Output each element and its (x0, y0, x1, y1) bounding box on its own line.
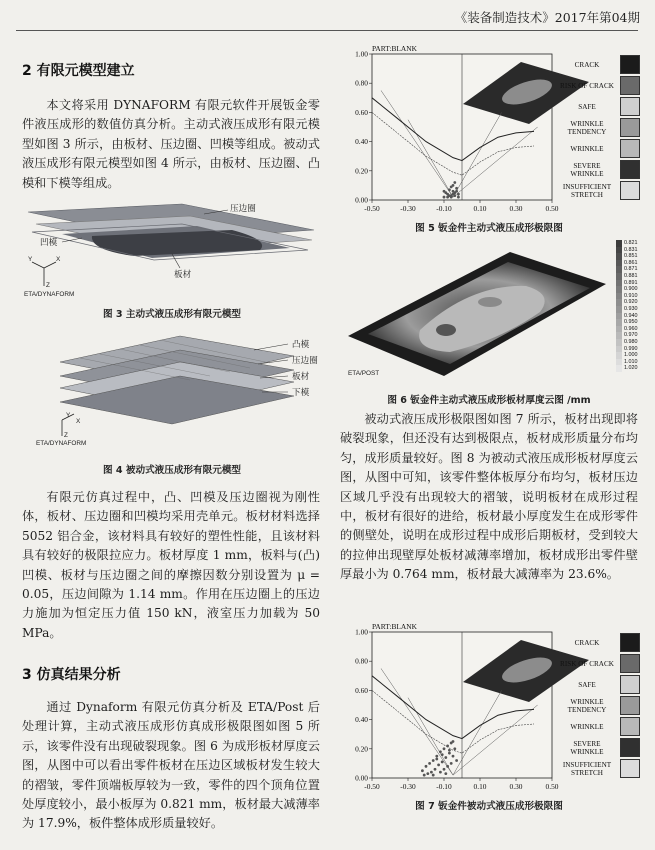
figure-3-caption: 图 3 主动式液压成形有限元模型 (102, 309, 242, 320)
fig7-strain-point (443, 768, 446, 771)
fig3-label-die: 凹模 (40, 237, 58, 247)
fig7-strain-point (444, 772, 447, 775)
fig6-scale-item (616, 293, 642, 300)
fig6-scale-label: 1.010 (624, 358, 638, 365)
fig7-strain-point (452, 755, 455, 758)
fig6-scale-item (616, 352, 642, 359)
figure-4-model-drawing (22, 328, 322, 448)
fig7-x-tick-label: 0.10 (473, 782, 487, 791)
fig5-strain-point (455, 187, 458, 190)
fig5-x-tick-label: 0.30 (509, 204, 523, 213)
fig5-legend-item (558, 54, 640, 75)
fig5-part-label: PART:BLANK (372, 44, 417, 53)
fig6-scale-swatch (616, 273, 622, 280)
fig6-scale-label: 0.861 (624, 259, 638, 266)
fig6-scale-swatch (616, 293, 622, 300)
fig7-legend-item (558, 674, 640, 695)
fig6-scale-swatch (616, 280, 622, 287)
fig7-strain-point (435, 755, 438, 758)
fig6-scale-item (616, 339, 642, 346)
fig6-scale-label: 0.900 (624, 286, 638, 293)
section-2-paragraph-2: 有限元仿真过程中，凸、凹模及压边圈视为刚性体，板材、压边圈和凹模均采用壳单元。板材材料选择 5052 铝合金，该材料具有较好的塑性性能，且该材料具有较好的极限拉应力。板材厚度 1 mm，板料与(凸)凹模、板材与压边圈之间的摩擦因数分别设置为 μ = 0.05，压边间隙为 1.14 mm。作用在压边圈上的压边力施加为恒定压力值 150 kN，液室压力加载为 50 MPa。 (22, 490, 320, 640)
fig5-x-tick-label: -0.30 (400, 204, 416, 213)
figure-4-caption: 图 4 被动式液压成形有限元模型 (102, 465, 242, 476)
fig6-scale-label: 1.020 (624, 365, 638, 372)
fig5-strain-point (455, 190, 458, 193)
fig7-strain-point (450, 762, 453, 765)
fig6-scale-item (616, 313, 642, 320)
fig7-legend-label: INSUFFICIENT STRETCH (562, 760, 612, 777)
fig5-x-tick-label: -0.50 (364, 204, 380, 213)
fig6-scale-item (616, 306, 642, 313)
fig7-part-label: PART:BLANK (372, 622, 417, 631)
fig6-scale-swatch (616, 352, 622, 359)
fig6-scale-item (616, 273, 642, 280)
fig5-strain-point (443, 190, 446, 193)
fig5-legend-swatch (620, 139, 640, 158)
fig7-strain-point (439, 750, 442, 753)
fig5-y-tick-label: 0.40 (355, 137, 368, 147)
fig6-scale-label: 0.950 (624, 319, 638, 326)
figure-6 (340, 240, 640, 388)
fig3-axis-x: X (56, 256, 61, 263)
fig6-scale-item (616, 286, 642, 293)
fig6-scale-label: 0.910 (624, 292, 638, 299)
fig6-scale-label: 0.851 (624, 253, 638, 260)
fig6-scale-swatch (616, 306, 622, 313)
fig4-software-label: ETA/DYNAFORM (36, 440, 87, 447)
fig6-scale-item (616, 260, 642, 267)
fig5-strain-point (448, 188, 451, 191)
fig6-scale-item (616, 253, 642, 260)
figure-3 (22, 196, 322, 300)
fig6-scale-label: 0.821 (624, 240, 638, 246)
section-2-paragraph-1: 本文将采用 DYNAFORM 有限元软件开展钣金零件液压成形的数值仿真分析。主动式液压成形有限元模型如图 3 所示，由板材、压边圈、凹模等组成。被动式液压成形有限元模型如图 4 所示，由板材、压边圈、凸模和下模等组成。 (22, 98, 320, 190)
fig5-legend-swatch (620, 97, 640, 116)
fig5-legend-swatch (620, 118, 640, 137)
fig7-strain-point (444, 756, 447, 759)
fig7-y-tick-label: 0.00 (355, 773, 368, 783)
fig3-axis-z: Z (46, 282, 50, 289)
fig7-legend-item (558, 716, 640, 737)
fig7-strain-point (434, 768, 437, 771)
fig6-scale-label: 0.930 (624, 305, 638, 312)
fig5-legend-item (558, 75, 640, 96)
fig7-strain-point (441, 753, 444, 756)
fig6-scale-item (616, 299, 642, 306)
fig6-scale-swatch (616, 365, 622, 372)
fig5-legend-item (558, 180, 640, 201)
section-2-heading: 2 有限元模型建立 (22, 63, 135, 79)
fig5-legend-label: CRACK (574, 60, 600, 69)
fig7-y-tick-label: 0.80 (355, 656, 368, 666)
fig7-strain-point (446, 744, 449, 747)
fig3-label-blank-holder: 压边圈 (230, 203, 256, 213)
fig6-scale-item (616, 346, 642, 353)
fig7-strain-point (423, 774, 426, 777)
fig5-legend-swatch (620, 181, 640, 200)
fig7-legend-swatch (620, 675, 640, 694)
fig6-scale-swatch (616, 253, 622, 260)
fig7-strain-point (443, 747, 446, 750)
fig7-strain-point (435, 758, 438, 761)
fig6-scale-swatch (616, 286, 622, 293)
fig5-x-tick-label: 0.10 (473, 204, 487, 213)
fig7-legend-label: SAFE (578, 680, 596, 689)
fig7-y-tick-label: 0.20 (355, 744, 368, 754)
fig6-scale-label: 0.990 (624, 345, 638, 352)
section-3-heading: 3 仿真结果分析 (22, 667, 121, 683)
fig6-software-label: ETA/POST (348, 370, 380, 377)
fig5-legend-swatch (620, 160, 640, 179)
fig6-scale-item (616, 266, 642, 273)
fig7-legend-swatch (620, 696, 640, 715)
fig7-strain-point (426, 772, 429, 775)
fig6-scale-label: 0.831 (624, 246, 638, 253)
fig6-scale-item (616, 365, 642, 372)
fig5-strain-point (450, 185, 453, 188)
fig5-y-tick-label: 0.00 (355, 195, 368, 205)
fig5-legend-item (558, 96, 640, 117)
header-rule (16, 30, 638, 31)
fig7-legend-label: RISK OF CRACK (560, 659, 614, 668)
figure-5-caption: 图 5 钣金件主动式液压成形极限图 (415, 223, 563, 234)
fig3-label-sheet: 板材 (174, 269, 192, 279)
fig7-strain-point (425, 765, 428, 768)
fig6-scale-swatch (616, 240, 622, 247)
fig4-label-blank-holder: 压边圈 (292, 355, 318, 365)
fig6-scale-swatch (616, 313, 622, 320)
fig7-strain-point (455, 759, 458, 762)
fig5-y-tick-label: 0.60 (355, 107, 368, 117)
fig7-strain-point (428, 762, 431, 765)
fig7-legend-swatch (620, 738, 640, 757)
fig7-x-tick-label: 0.30 (509, 782, 523, 791)
fig6-scale-item (616, 332, 642, 339)
section-3-paragraph-1: 通过 Dynaform 有限元仿真分析及 ETA/Post 后处理计算，主动式液压成形仿真成形极限图如图 5 所示，该零件没有出现破裂现象。图 6 为成形板材厚度云图，从图中可以看出零件板材在压边区域板材发生较大的褶皱，零件顶端板厚较为一致，零件的四个顶角位置处厚度较小，最小板厚为 0.821 mm，板材最大减薄率为 17.9%，板件整体成形质量较好。 (22, 700, 320, 831)
fig7-strain-point (446, 765, 449, 768)
fig7-y-tick-label: 1.00 (355, 627, 368, 637)
fig7-x-tick-label: -0.50 (364, 782, 380, 791)
fig6-scale-item (616, 319, 642, 326)
fig6-scale-label: 0.881 (624, 272, 638, 279)
fig6-scale-swatch (616, 332, 622, 339)
figure-3-model-drawing (22, 196, 322, 300)
fig5-legend-swatch (620, 76, 640, 95)
fig5-legend-item (558, 138, 640, 159)
fig6-scale-swatch (616, 260, 622, 267)
fig7-legend (558, 632, 640, 779)
fig7-legend-swatch (620, 654, 640, 673)
fig6-scale-label: 0.920 (624, 299, 638, 306)
fig5-legend-label: WRINKLE TENDENCY (567, 119, 607, 136)
fig6-scale-label: 0.871 (624, 266, 638, 273)
figure-7-caption: 图 7 钣金件被动式液压成形极限图 (415, 801, 563, 812)
figure-4 (22, 328, 322, 448)
figure-7 (336, 618, 642, 794)
fig5-legend-label: SAFE (578, 102, 596, 111)
fig7-legend-item (558, 632, 640, 653)
fig5-strain-point (448, 194, 451, 197)
figure-6-thickness-contour (340, 240, 608, 388)
fig6-scale-item (616, 359, 642, 366)
fig7-x-tick-label: 0.50 (545, 782, 559, 791)
fig7-y-tick-label: 0.60 (355, 685, 368, 695)
fig7-strain-point (432, 774, 435, 777)
fig6-scale-label: 0.940 (624, 312, 638, 319)
fig7-strain-point (439, 771, 442, 774)
fig6-scale-swatch (616, 247, 622, 254)
fig6-scale-label: 0.891 (624, 279, 638, 286)
fig6-scale-swatch (616, 339, 622, 346)
fig6-scale-swatch (616, 299, 622, 306)
fig6-scale-label: 0.960 (624, 325, 638, 332)
fig7-strain-point (430, 771, 433, 774)
fig7-legend-label: WRINKLE TENDENCY (567, 697, 607, 714)
fig3-axis-y: Y (28, 256, 33, 263)
fig7-strain-point (448, 752, 451, 755)
fig7-y-tick-label: 0.40 (355, 715, 368, 725)
fig5-legend-swatch (620, 55, 640, 74)
fig5-x-tick-label: -0.10 (436, 204, 452, 213)
fig7-strain-point (448, 749, 451, 752)
fig5-y-tick-label: 0.20 (355, 166, 368, 176)
figure-5 (336, 40, 642, 216)
fig5-legend (558, 54, 640, 201)
fig3-software-label: ETA/DYNAFORM (24, 291, 75, 298)
fig5-strain-point (443, 196, 446, 199)
fig5-y-tick-label: 0.80 (355, 78, 368, 88)
fig6-scale-item (616, 247, 642, 254)
fig7-strain-point (437, 763, 440, 766)
fig5-x-tick-label: 0.50 (545, 204, 559, 213)
fig6-scale-swatch (616, 319, 622, 326)
fig5-legend-label: SEVERE WRINKLE (570, 161, 604, 178)
fig5-strain-point (457, 193, 460, 196)
fig7-strain-point (432, 759, 435, 762)
fig7-legend-swatch (620, 717, 640, 736)
fig6-scale-item (616, 240, 642, 247)
fig5-strain-point (453, 181, 456, 184)
fig5-legend-label: INSUFFICIENT STRETCH (562, 182, 612, 199)
fig6-scale-item (616, 326, 642, 333)
fig6-scale-swatch (616, 326, 622, 333)
fig4-label-lower-die: 下模 (292, 387, 310, 397)
fig4-axis-x: X (76, 418, 81, 425)
fig6-thickness-scale (616, 240, 642, 372)
fig5-strain-point (452, 193, 455, 196)
fig7-legend-swatch (620, 633, 640, 652)
fig5-legend-item (558, 117, 640, 138)
fig4-label-punch: 凸模 (292, 339, 310, 349)
fig7-legend-item (558, 737, 640, 758)
fig7-legend-swatch (620, 759, 640, 778)
fig7-legend-item (558, 653, 640, 674)
fig6-scale-swatch (616, 359, 622, 366)
fig7-strain-point (452, 740, 455, 743)
running-head: 《装备制造技术》2017年第04期 (454, 10, 640, 25)
fig7-x-tick-label: -0.10 (436, 782, 452, 791)
fig6-scale-swatch (616, 266, 622, 273)
fig5-legend-item (558, 159, 640, 180)
fig7-legend-item (558, 695, 640, 716)
fig4-axis-z: Z (64, 432, 68, 439)
figure-6-caption: 图 6 钣金件主动式液压成形板材厚度云图 /mm (387, 395, 591, 406)
fig5-y-tick-label: 1.00 (355, 49, 368, 59)
fig7-strain-point (441, 761, 444, 764)
fig6-scale-label: 1.000 (624, 352, 638, 359)
fig7-strain-point (453, 747, 456, 750)
fig5-legend-label: RISK OF CRACK (560, 81, 614, 90)
fig4-label-sheet: 板材 (292, 371, 310, 381)
fig4-axis-y: Y (66, 412, 71, 419)
fig5-strain-point (457, 196, 460, 199)
fig7-legend-label: SEVERE WRINKLE (570, 739, 604, 756)
fig7-strain-point (421, 769, 424, 772)
right-paragraph-1: 被动式液压成形极限图如图 7 所示，板材出现即将破裂现象，但还没有达到极限点，板材成形质量分布均匀，成形质量较好。图 8 为被动式液压成形板材厚度云图，从图中可知，该零件整体板厚分布均匀，板材压边区域几乎没有出现较大的褶皱，说明板材在成形过程中，板材有很好的进给，板材最小厚度发生在成形零件的侧壁处，说明在成形过程中成形后期板材，受到较大的拉伸出现壁厚处板材减薄率增加，板材成形出零件壁厚最小为 0.764 mm，板材最大减薄率为 23.6%。 (340, 412, 638, 582)
fig6-scale-swatch (616, 346, 622, 353)
fig6-scale-item (616, 280, 642, 287)
fig7-legend-label: CRACK (574, 638, 600, 647)
fig7-legend-item (558, 758, 640, 779)
fig7-legend-label: WRINKLE (570, 722, 604, 731)
fig5-legend-label: WRINKLE (570, 144, 604, 153)
fig6-scale-label: 0.970 (624, 332, 638, 339)
fig7-x-tick-label: -0.30 (400, 782, 416, 791)
fig6-scale-label: 0.980 (624, 338, 638, 345)
